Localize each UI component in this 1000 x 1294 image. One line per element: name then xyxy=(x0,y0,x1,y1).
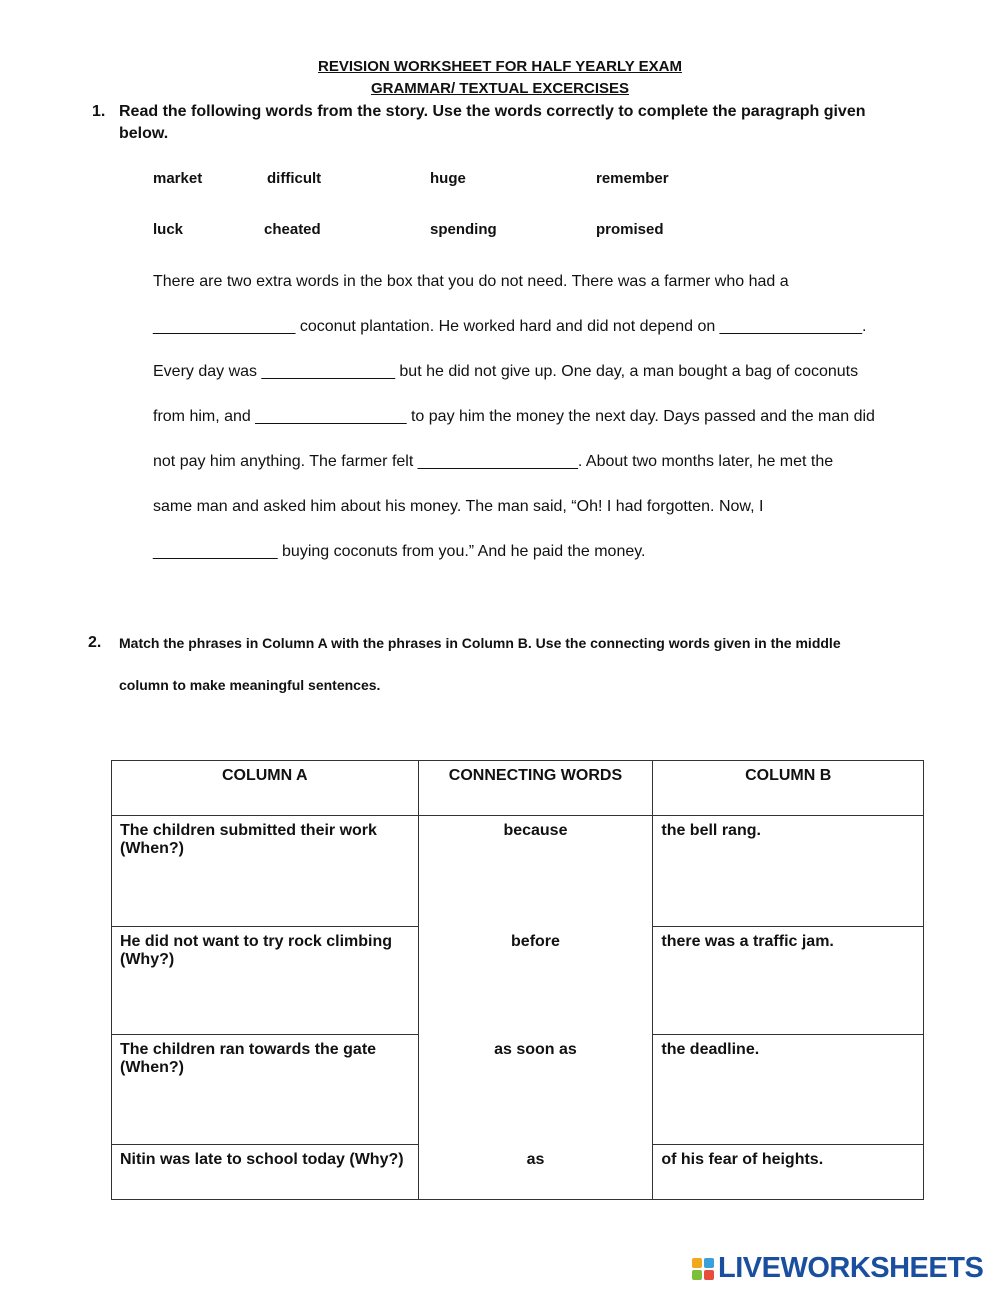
worksheet-title: REVISION WORKSHEET FOR HALF YEARLY EXAM xyxy=(318,58,682,75)
word-promised: promised xyxy=(596,221,664,238)
connector-cell xyxy=(418,1145,653,1200)
word-luck: luck xyxy=(153,221,184,238)
paragraph-line: same man and asked him about his money. The man said, “Oh! I had forgotten. Now, I xyxy=(153,498,764,515)
column-b-phrase: the deadline. xyxy=(661,1041,760,1058)
word-cheated: cheated xyxy=(264,221,321,238)
question-2-instruction-line: Match the phrases in Column A with the phrases in Column B. Use the connecting words given in the middle xyxy=(119,635,841,651)
question-2-instruction-line: column to make meaningful sentences. xyxy=(119,677,381,693)
paragraph-line: from him, and _________________ to pay him the money the next day. Days passed and the man did xyxy=(153,408,875,425)
connector-word: as xyxy=(526,1150,545,1168)
column-a-phrase: The children submitted their work xyxy=(120,822,377,839)
column-a-phrase: He did not want to try rock climbing xyxy=(120,933,393,950)
connector-word: before xyxy=(511,932,560,950)
paragraph-line: There are two extra words in the box that you do not need. There was a farmer who had a xyxy=(153,273,789,290)
column-b-phrase: there was a traffic jam. xyxy=(661,933,834,950)
column-a-hint: (When?) xyxy=(120,1059,184,1076)
table-row xyxy=(112,927,924,1035)
paragraph-line: Every day was _______________ but he did not give up. One day, a man bought a bag of coconuts xyxy=(153,363,859,380)
matching-table xyxy=(111,760,924,1200)
table-row xyxy=(112,1145,924,1200)
logo-square xyxy=(692,1270,702,1280)
worksheet-subtitle: GRAMMAR/ TEXTUAL EXCERCISES xyxy=(370,80,630,97)
logo-square xyxy=(704,1270,714,1280)
column-a-header: COLUMN A xyxy=(112,761,419,816)
column-a-phrase: Nitin was late to school today (Why?) xyxy=(120,1151,404,1168)
logo-square xyxy=(704,1258,714,1268)
table-row xyxy=(112,816,924,927)
paragraph-line: ________________ coconut plantation. He worked hard and did not depend on ________________. xyxy=(153,318,867,335)
column-a-cell xyxy=(112,1035,419,1145)
connector-word: because xyxy=(503,822,568,839)
column-a-cell xyxy=(112,927,419,1035)
liveworksheets-logo xyxy=(692,1252,983,1285)
logo-square xyxy=(692,1258,702,1268)
column-a-cell xyxy=(112,1145,419,1200)
column-a-phrase: The children ran towards the gate xyxy=(120,1041,377,1058)
paragraph-line: not pay him anything. The farmer felt __________________. About two months later, he met the xyxy=(153,453,834,470)
table-header-row xyxy=(112,761,924,816)
word-spending: spending xyxy=(430,221,497,238)
question-1-number: 1. xyxy=(92,103,106,120)
column-a-cell xyxy=(112,816,419,927)
column-a-hint: (Why?) xyxy=(120,951,175,968)
logo-text: LIVEWORKSHEETS xyxy=(718,1252,984,1284)
word-huge: huge xyxy=(430,170,466,187)
question-2-number: 2. xyxy=(88,634,102,651)
question-1-instruction-line: Read the following words from the story. Use the words correctly to complete the paragraph given xyxy=(119,103,866,120)
connector-cell xyxy=(418,816,653,927)
column-b-phrase: the bell rang. xyxy=(661,822,761,839)
column-b-cell xyxy=(653,816,924,927)
word-market: market xyxy=(153,170,203,187)
column-b-cell xyxy=(653,1145,924,1200)
connecting-words-header: CONNECTING WORDS xyxy=(418,761,653,816)
connector-cell xyxy=(418,927,653,1035)
column-a-hint: (When?) xyxy=(120,840,184,857)
column-b-cell xyxy=(653,1035,924,1145)
paragraph-line: ______________ buying coconuts from you.” And he paid the money. xyxy=(153,543,646,560)
word-difficult: difficult xyxy=(267,170,322,187)
table-row xyxy=(112,1035,924,1145)
column-b-header: COLUMN B xyxy=(653,761,924,816)
connector-word: as soon as xyxy=(494,1040,577,1058)
column-b-cell xyxy=(653,927,924,1035)
logo-mark-icon xyxy=(692,1258,714,1280)
column-b-phrase: of his fear of heights. xyxy=(661,1151,824,1168)
question-1-instruction xyxy=(119,101,866,145)
word-remember: remember xyxy=(596,170,669,187)
question-1-instruction-line: below. xyxy=(119,125,169,142)
connector-cell xyxy=(418,1035,653,1145)
